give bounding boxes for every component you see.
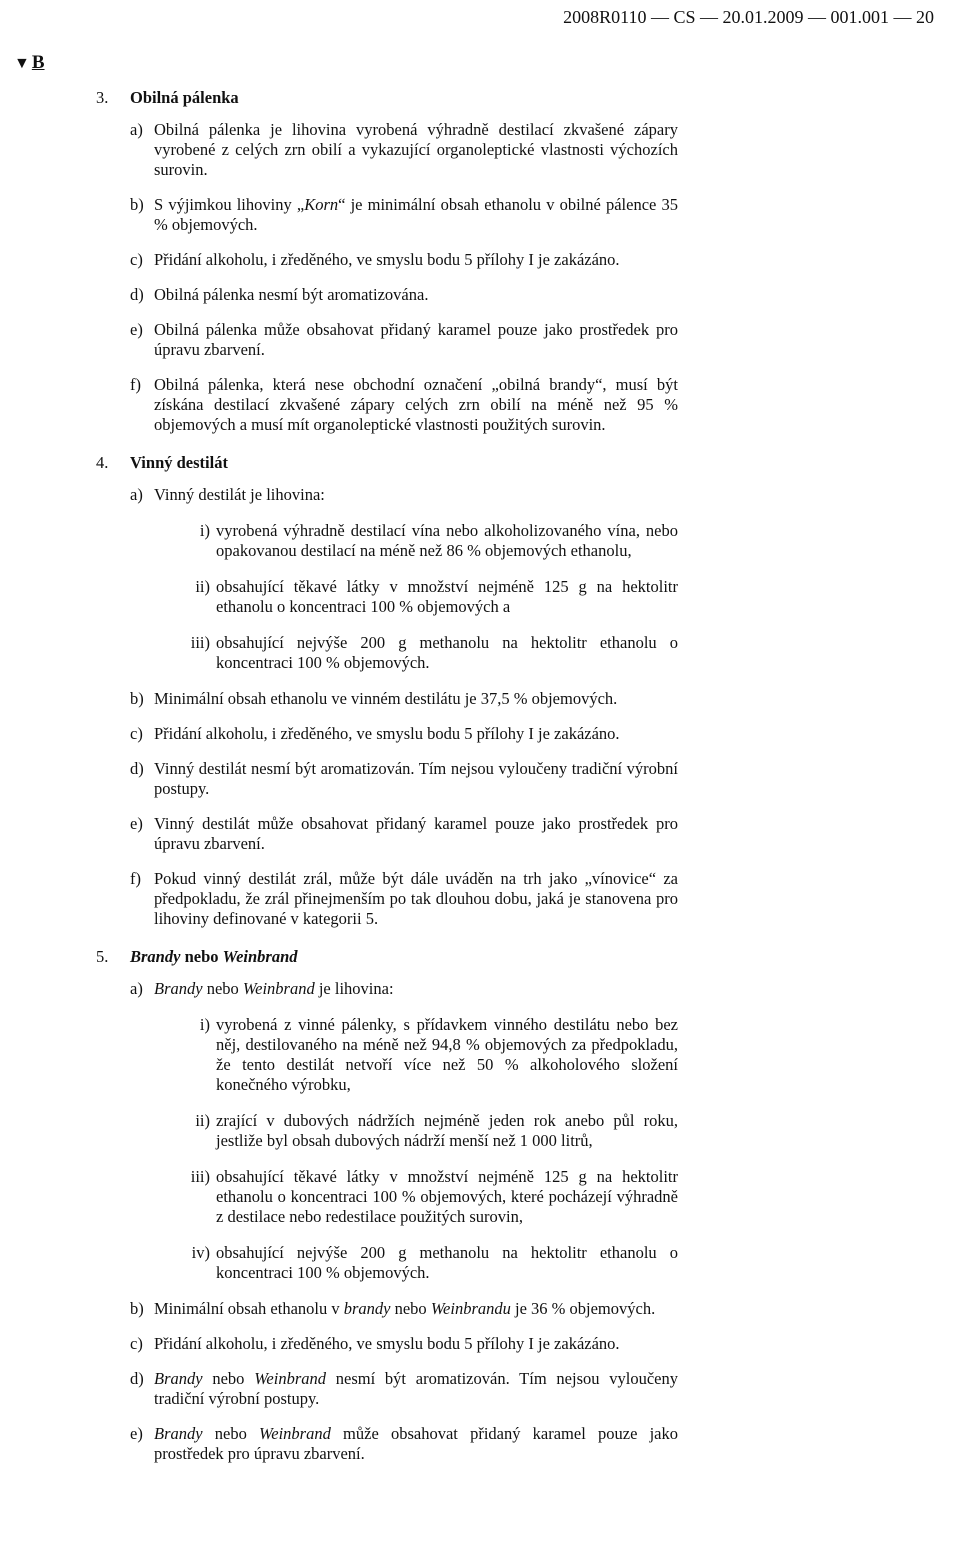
list-item — [130, 1334, 678, 1354]
item-text: Přidání alkoholu, i zředěného, ve smyslu bodu 5 přílohy I je zakázáno. — [154, 250, 620, 269]
section-number: 4. — [96, 453, 109, 472]
list-item — [130, 869, 678, 929]
item-text-part: nebo — [202, 979, 243, 998]
item-text: Obilná pálenka, která nese obchodní označení „obilná brandy“, musí být získána destilací zkvašené zápary celých zrn obilí na méně než 95 % objemových a musí mít organoleptické vlastnosti použitých surovin. — [154, 375, 678, 434]
item-text: Přidání alkoholu, i zředěného, ve smyslu bodu 5 přílohy I je zakázáno. — [154, 1334, 620, 1353]
item-label: e) — [130, 1424, 143, 1443]
sub-item — [162, 577, 678, 617]
marker-letter[interactable]: B — [31, 52, 45, 73]
item-label: b) — [130, 1299, 144, 1318]
list-item — [130, 485, 678, 505]
section-title-italic: Weinbrand — [222, 947, 298, 966]
item-label: d) — [130, 1369, 144, 1388]
item-text-italic: Brandy — [154, 979, 203, 998]
item-text-part: je 36 % objemových. — [510, 1299, 656, 1318]
item-label: e) — [130, 320, 143, 339]
sub-item-text: vyrobená výhradně destilací vína nebo alkoholizovaného vína, nebo opakovanou destilací na méně než 86 % objemových ethanolu, — [216, 521, 678, 560]
item-label: a) — [130, 120, 143, 139]
item-label: e) — [130, 814, 143, 833]
sub-item — [162, 1111, 678, 1151]
item-label: f) — [130, 869, 141, 888]
sub-item-text: vyrobená z vinné pálenky, s přídavkem vinného destilátu nebo bez něj, destilovaného na méně než 94,8 % objemových za předpokladu, že tento destilát netvoří více než 50 % alkoholového složení konečného výrobku, — [216, 1015, 678, 1094]
item-text — [154, 195, 678, 235]
item-text: Vinný destilát může obsahovat přidaný karamel pouze jako prostředek pro úpravu zbarvení. — [154, 814, 678, 853]
item-text-italic: Weinbrand — [242, 979, 315, 998]
list-item — [130, 120, 678, 180]
list-item — [130, 1369, 678, 1409]
item-text-part: Minimální obsah ethanolu v — [154, 1299, 344, 1318]
item-text-italic: Weinbrand — [254, 1369, 326, 1388]
sub-item-text: obsahující nejvýše 200 g methanolu na hektolitr ethanolu o koncentraci 100 % objemových. — [216, 1243, 678, 1282]
list-item — [130, 285, 678, 305]
list-item — [130, 689, 678, 709]
item-text — [154, 1299, 678, 1319]
sub-item — [162, 633, 678, 673]
section-title: Vinný destilát — [130, 453, 228, 472]
section-number: 3. — [96, 88, 109, 107]
section-title: Obilná pálenka — [130, 88, 239, 107]
sub-item — [162, 1243, 678, 1283]
section-brandy-weinbrand — [96, 947, 678, 1464]
sub-item — [162, 521, 678, 561]
item-text — [154, 1369, 678, 1409]
amendment-marker — [14, 52, 45, 75]
document-header: 2008R0110 — CS — 20.01.2009 — 001.001 — 20 — [563, 7, 934, 27]
item-text-part: “ je minimální obsah ethanolu v obilné pálence 35 % objemových. — [154, 195, 678, 234]
list-item — [130, 814, 678, 854]
list-item — [130, 759, 678, 799]
item-text-part: nebo — [202, 1369, 255, 1388]
sub-item-label: iv) — [191, 1243, 210, 1262]
sub-item-text: obsahující nejvýše 200 g methanolu na hektolitr ethanolu o koncentraci 100 % objemových. — [216, 633, 678, 672]
item-label: d) — [130, 759, 144, 778]
item-text-italic: Brandy — [154, 1424, 203, 1443]
item-text: Minimální obsah ethanolu ve vinném destilátu je 37,5 % objemových. — [154, 689, 618, 708]
section-heading — [96, 88, 678, 108]
triangle-down-icon: ▼ — [14, 55, 30, 72]
item-text-part: S výjimkou lihoviny „ — [154, 195, 305, 214]
item-text-italic: Korn — [304, 195, 339, 214]
document-body — [96, 88, 678, 1464]
item-text-italic: Brandy — [154, 1369, 203, 1388]
list-item — [130, 320, 678, 360]
section-obilna-palenka — [96, 88, 678, 435]
item-label: c) — [130, 724, 143, 743]
sub-item-text: obsahující těkavé látky v množství nejméně 125 g na hektolitr ethanolu o koncentraci 100 % objemových a — [216, 577, 678, 616]
sub-item-text: obsahující těkavé látky v množství nejméně 125 g na hektolitr ethanolu o koncentraci 100 % objemových, které pocházejí výhradně z destilace nebo redestilace použitých surovin, — [216, 1167, 678, 1226]
section-title — [130, 947, 298, 967]
list-item — [130, 1424, 678, 1464]
section-heading — [96, 947, 678, 967]
item-text-italic: brandy — [343, 1299, 391, 1318]
item-label: a) — [130, 485, 143, 504]
item-text — [154, 979, 678, 999]
sub-item-text: zrající v dubových nádržích nejméně jeden rok anebo půl roku, jestliže byl obsah dubových nádrží menší než 1 000 litrů, — [216, 1111, 678, 1150]
item-text: Obilná pálenka může obsahovat přidaný karamel pouze jako prostředek pro úpravu zbarvení. — [154, 320, 678, 359]
item-text-part: nebo — [202, 1424, 260, 1443]
sub-list — [96, 1015, 678, 1283]
item-label: b) — [130, 195, 144, 214]
sub-list — [96, 521, 678, 673]
list-item — [130, 250, 678, 270]
item-label: c) — [130, 250, 143, 269]
sub-item-label: i) — [199, 1015, 210, 1034]
list-item — [130, 724, 678, 744]
sub-item-label: ii) — [195, 1111, 210, 1130]
item-label: a) — [130, 979, 143, 998]
item-text-part: může obsahovat přidaný karamel pouze jako prostředek pro úpravu zbarvení. — [154, 1424, 678, 1463]
sub-item-label: iii) — [190, 1167, 210, 1186]
sub-item-label: ii) — [195, 577, 210, 596]
item-text: Vinný destilát nesmí být aromatizován. Tím nejsou vyloučeny tradiční výrobní postupy. — [154, 759, 678, 798]
item-label: d) — [130, 285, 144, 304]
section-title-italic: Brandy — [130, 947, 181, 966]
list-item — [130, 195, 678, 235]
item-text: Přidání alkoholu, i zředěného, ve smyslu bodu 5 přílohy I je zakázáno. — [154, 724, 620, 743]
item-label: c) — [130, 1334, 143, 1353]
item-text: Obilná pálenka je lihovina vyrobená výhradně destilací zkvašené zápary vyrobené z celých zrn obilí a vykazující organoleptické vlastnosti výchozích surovin. — [154, 120, 678, 179]
section-number: 5. — [96, 947, 109, 966]
section-title-part: nebo — [180, 947, 223, 966]
section-vinny-destilat — [96, 453, 678, 929]
item-label: b) — [130, 689, 144, 708]
sub-item — [162, 1015, 678, 1095]
item-text: Pokud vinný destilát zrál, může být dále uváděn na trh jako „vínovice“ za předpokladu, že zrál přinejmenším po tak dlouhou dobu, jaká je stanovena pro lihoviny definované v kategorii 5. — [154, 869, 678, 928]
list-item — [130, 1299, 678, 1319]
sub-item — [162, 1167, 678, 1227]
section-heading — [96, 453, 678, 473]
list-item — [130, 375, 678, 435]
item-text-part: nebo — [390, 1299, 431, 1318]
item-text: Obilná pálenka nesmí být aromatizována. — [154, 285, 429, 304]
item-text-italic: Weinbrand — [259, 1424, 331, 1443]
item-text — [154, 1424, 678, 1464]
item-text: Vinný destilát je lihovina: — [154, 485, 325, 504]
sub-item-label: iii) — [190, 633, 210, 652]
item-text-italic: Weinbrandu — [430, 1299, 511, 1318]
item-label: f) — [130, 375, 141, 394]
item-text-part: nesmí být aromatizován. Tím nejsou vyloučeny tradiční výrobní postupy. — [154, 1369, 678, 1408]
list-item — [130, 979, 678, 999]
item-text-part: je lihovina: — [314, 979, 394, 998]
sub-item-label: i) — [199, 521, 210, 540]
